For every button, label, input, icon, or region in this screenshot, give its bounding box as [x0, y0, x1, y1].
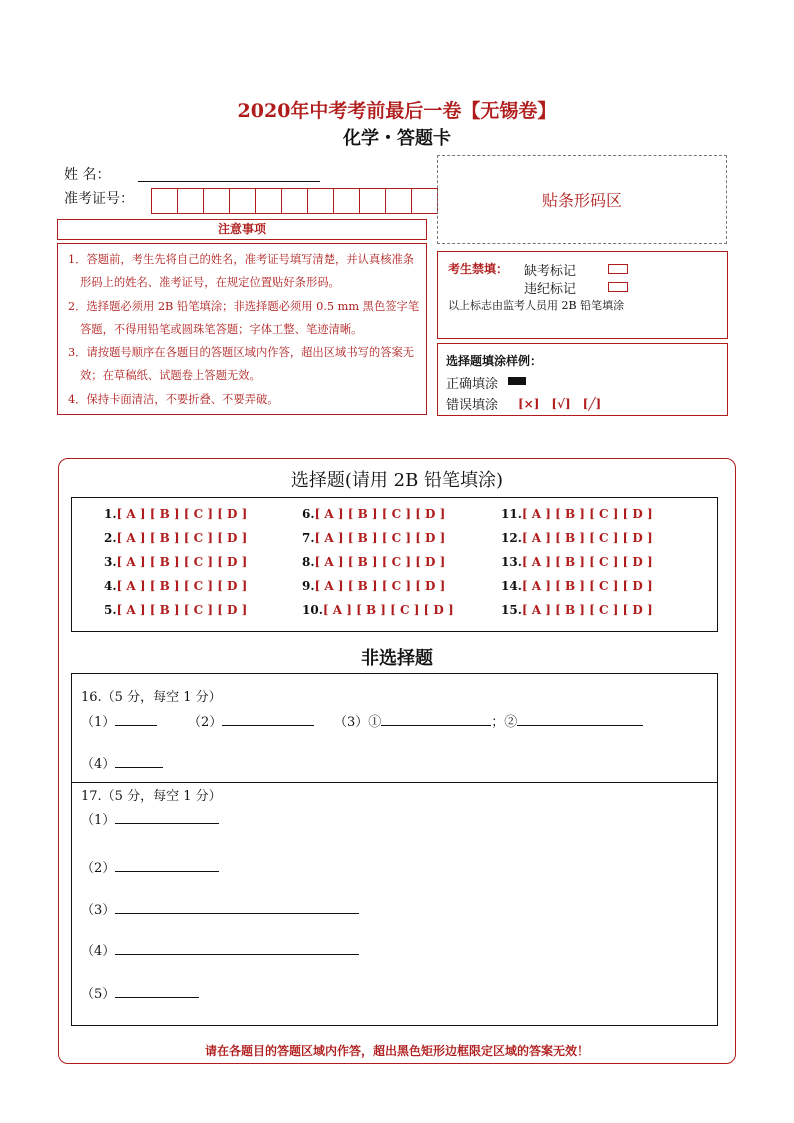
- choice-options[interactable]: [ A ] [ B ] [ C ] [ D ]: [521, 531, 653, 545]
- choice-question-row[interactable]: [104, 531, 247, 545]
- choice-question-row[interactable]: [501, 555, 653, 569]
- q17-blank-2[interactable]: [115, 857, 219, 872]
- id-digit-box[interactable]: [360, 189, 386, 213]
- choice-options[interactable]: [ A ] [ B ] [ C ] [ D ]: [116, 579, 248, 593]
- choice-section-title: 选择题(请用 2B 铅笔填涂): [290, 470, 504, 491]
- q16-blank-1[interactable]: [115, 711, 157, 726]
- choice-question-row[interactable]: [104, 603, 247, 617]
- q16-blank-3a[interactable]: [381, 711, 491, 726]
- question-17-box: [71, 782, 718, 1026]
- choice-question-row[interactable]: [104, 507, 247, 521]
- q17-blank-1[interactable]: [115, 809, 219, 824]
- q17-blank-3[interactable]: [115, 899, 359, 914]
- notice-item: 2．选择题必须用 2B 铅笔填涂；非选择题必须用 0.5 mm 黑色签字笔答题，不得用铅笔或圆珠笔答题；字体工整、笔迹清晰。: [68, 299, 420, 336]
- choice-question-number: 14.: [501, 579, 522, 593]
- q17-part-4-label: （4）: [81, 944, 116, 959]
- id-digit-box[interactable]: [386, 189, 412, 213]
- choice-question-number: 15.: [501, 603, 522, 617]
- q16-part-1-label: （1）: [81, 715, 116, 730]
- choice-options[interactable]: [ A ] [ B ] [ C ] [ D ]: [314, 507, 446, 521]
- choice-grid: [71, 497, 718, 632]
- id-digit-box[interactable]: [308, 189, 334, 213]
- correct-fill-sample: [508, 377, 526, 385]
- choice-question-number: 13.: [501, 555, 522, 569]
- choice-options[interactable]: [ A ] [ B ] [ C ] [ D ]: [116, 603, 248, 617]
- q16-blank-3b[interactable]: [517, 711, 643, 726]
- choice-question-row[interactable]: [302, 507, 445, 521]
- name-field[interactable]: [138, 180, 320, 182]
- absent-label: 缺考标记: [524, 264, 577, 279]
- q16-blank-4[interactable]: [115, 753, 163, 768]
- examiner-only-box: [437, 251, 728, 339]
- id-digit-box[interactable]: [230, 189, 256, 213]
- q17-part-2-label: （2）: [81, 861, 116, 876]
- choice-options[interactable]: [ A ] [ B ] [ C ] [ D ]: [116, 531, 248, 545]
- page-title: 2020年中考考前最后一卷【无锡卷】: [237, 100, 557, 122]
- choice-question-number: 2.: [104, 531, 117, 545]
- violation-label: 违纪标记: [524, 282, 577, 297]
- choice-options[interactable]: [ A ] [ B ] [ C ] [ D ]: [314, 555, 446, 569]
- page-subtitle: 化学・答题卡: [343, 128, 451, 149]
- id-digit-box[interactable]: [334, 189, 360, 213]
- choice-question-number: 11.: [501, 507, 522, 521]
- notice-item: 1．答题前，考生先将自己的姓名，准考证号填写清楚，并认真核准条形码上的姓名、准考证号，在规定位置贴好条形码。: [68, 253, 415, 290]
- choice-question-number: 9.: [302, 579, 315, 593]
- choice-question-row[interactable]: [501, 579, 653, 593]
- choice-question-number: 10.: [302, 603, 323, 617]
- q17-blank-5[interactable]: [115, 983, 199, 998]
- choice-question-row[interactable]: [302, 603, 454, 617]
- choice-question-row[interactable]: [302, 579, 445, 593]
- q17-heading: 17.（5 分，每空 1 分）: [81, 789, 222, 804]
- absent-mark-box[interactable]: [608, 264, 628, 274]
- id-digit-box[interactable]: [152, 189, 178, 213]
- choice-options[interactable]: [ A ] [ B ] [ C ] [ D ]: [521, 603, 653, 617]
- wrong-fill-samples: [×] [√] [╱]: [518, 397, 602, 411]
- choice-question-row[interactable]: [104, 555, 247, 569]
- choice-options[interactable]: [ A ] [ B ] [ C ] [ D ]: [322, 603, 454, 617]
- q17-blank-4[interactable]: [115, 940, 359, 955]
- q16-part-3b-label: ；②: [491, 715, 518, 730]
- choice-options[interactable]: [ A ] [ B ] [ C ] [ D ]: [314, 579, 446, 593]
- choice-question-number: 12.: [501, 531, 522, 545]
- fill-sample-box: [437, 343, 728, 416]
- id-label: 准考证号：: [64, 191, 134, 207]
- wrong-label: 错误填涂: [446, 398, 499, 413]
- notice-item: 4．保持卡面清洁，不要折叠、不要弄破。: [68, 392, 279, 406]
- choice-question-number: 7.: [302, 531, 315, 545]
- q16-part-3-label: （3）①: [334, 715, 382, 730]
- barcode-area: [437, 155, 727, 244]
- barcode-label: 贴条形码区: [541, 191, 622, 210]
- id-digit-box[interactable]: [282, 189, 308, 213]
- q16-blank-2[interactable]: [222, 711, 314, 726]
- footer-note: 请在各题目的答题区域内作答，超出黑色矩形边框限定区域的答案无效！: [204, 1044, 589, 1058]
- q17-part-5-label: （5）: [81, 987, 116, 1002]
- q17-part-1-label: （1）: [81, 813, 116, 828]
- name-label: 姓 名：: [64, 167, 111, 183]
- choice-question-number: 6.: [302, 507, 315, 521]
- choice-question-row[interactable]: [501, 531, 653, 545]
- choice-question-row[interactable]: [501, 507, 653, 521]
- ban-label: 考生禁填：: [448, 262, 509, 276]
- id-number-boxes[interactable]: [151, 188, 438, 214]
- choice-options[interactable]: [ A ] [ B ] [ C ] [ D ]: [521, 579, 653, 593]
- question-16-box: [71, 673, 718, 783]
- notice-heading: 注意事项: [57, 219, 427, 240]
- sample-heading: 选择题填涂样例：: [446, 354, 543, 368]
- correct-label: 正确填涂: [446, 377, 499, 392]
- choice-options[interactable]: [ A ] [ B ] [ C ] [ D ]: [116, 555, 248, 569]
- choice-question-number: 4.: [104, 579, 117, 593]
- choice-question-row[interactable]: [501, 603, 653, 617]
- q17-part-3-label: （3）: [81, 903, 116, 918]
- choice-question-row[interactable]: [302, 555, 445, 569]
- q16-part-4-label: （4）: [81, 757, 116, 772]
- q16-part-2-label: （2）: [188, 715, 223, 730]
- choice-options[interactable]: [ A ] [ B ] [ C ] [ D ]: [116, 507, 248, 521]
- choice-question-row[interactable]: [302, 531, 445, 545]
- choice-question-number: 3.: [104, 555, 117, 569]
- choice-question-number: 5.: [104, 603, 117, 617]
- choice-options[interactable]: [ A ] [ B ] [ C ] [ D ]: [314, 531, 446, 545]
- q16-heading: 16.（5 分，每空 1 分）: [81, 690, 222, 705]
- nonchoice-section-title: 非选择题: [361, 648, 433, 669]
- id-digit-box[interactable]: [412, 189, 437, 213]
- notice-box: [57, 243, 427, 415]
- choice-options[interactable]: [ A ] [ B ] [ C ] [ D ]: [521, 507, 653, 521]
- ban-note: 以上标志由监考人员用 2B 铅笔填涂: [448, 299, 625, 312]
- choice-question-number: 1.: [104, 507, 117, 521]
- id-digit-box[interactable]: [178, 189, 204, 213]
- choice-question-number: 8.: [302, 555, 315, 569]
- id-digit-box[interactable]: [256, 189, 282, 213]
- choice-options[interactable]: [ A ] [ B ] [ C ] [ D ]: [521, 555, 653, 569]
- id-digit-box[interactable]: [204, 189, 230, 213]
- notice-item: 3．请按题号顺序在各题目的答题区域内作答，超出区域书写的答案无效；在草稿纸、试题卷上答题无效。: [68, 346, 415, 383]
- choice-question-row[interactable]: [104, 579, 247, 593]
- violation-mark-box[interactable]: [608, 282, 628, 292]
